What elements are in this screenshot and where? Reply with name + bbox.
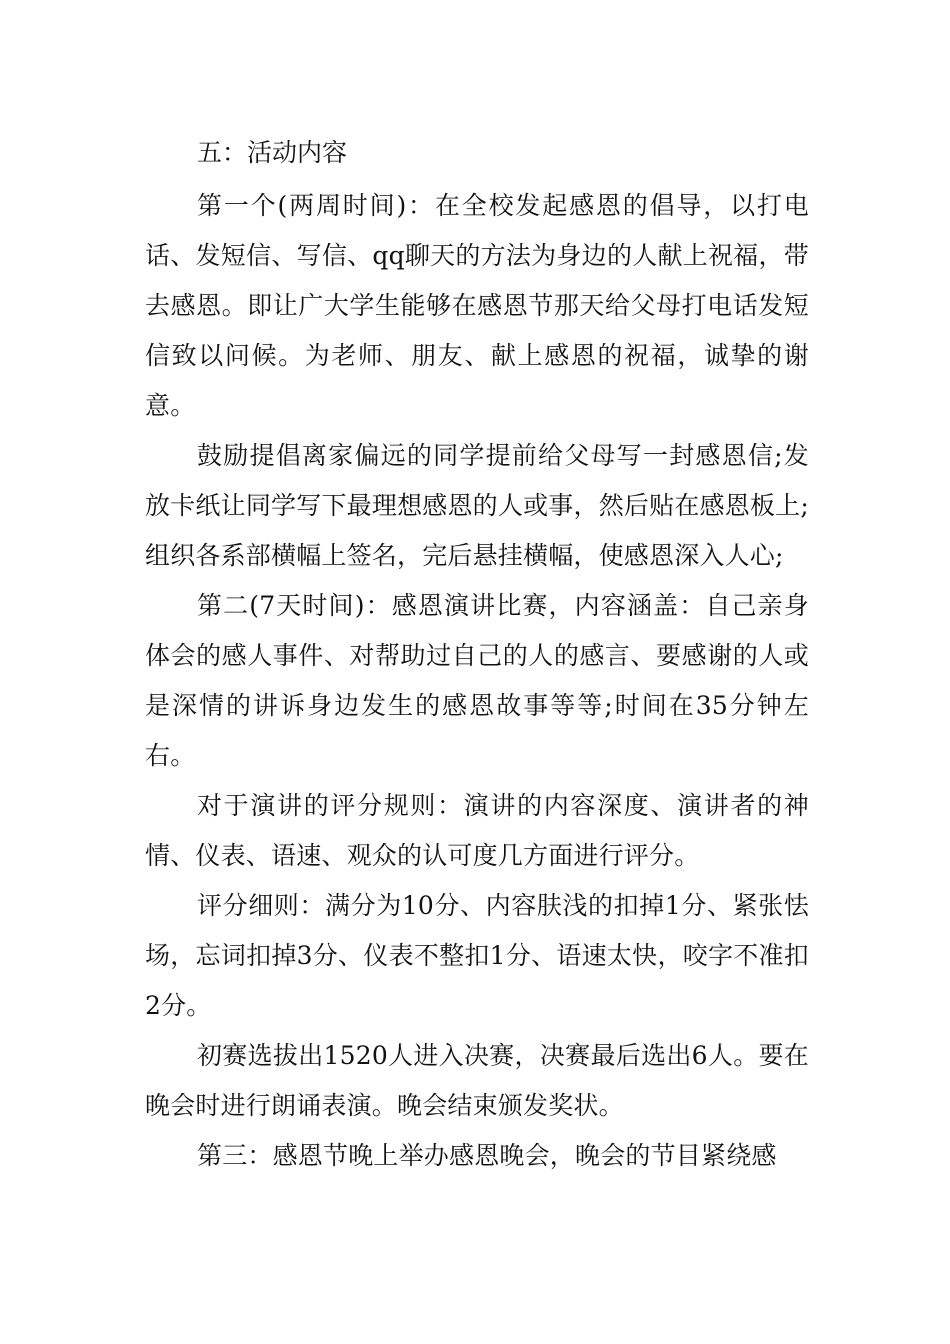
- paragraph-scoring-details: 评分细则：满分为10分、内容肤浅的扣掉1分、紧张怯场，忘词扣掉3分、仪表不整扣1分、语速太快，咬字不准扣2分。: [145, 891, 809, 1020]
- paragraph-encourage-letters: 鼓励提倡离家偏远的同学提前给父母写一封感恩信;发放卡纸让同学写下最理想感恩的人或事，然后贴在感恩板上;组织各系部横幅上签名，完后悬挂横幅，使感恩深入人心;: [145, 441, 809, 570]
- document-body: [145, 131, 809, 1181]
- paragraph-activity-one: 第一个(两周时间)：在全校发起感恩的倡导，以打电话、发短信、写信、qq聊天的方法为身边的人献上祝福，带去感恩。即让广大学生能够在感恩节那天给父母打电话发短信致以问候。为老师、朋友、献上感恩的祝福，诚挚的谢意。: [145, 191, 809, 420]
- paragraph-speech-contest: 第二(7天时间)：感恩演讲比赛，内容涵盖：自己亲身体会的感人事件、对帮助过自己的人的感言、要感谢的人或是深情的讲诉身边发生的感恩故事等等;时间在35分钟左右。: [145, 591, 809, 770]
- paragraph-preliminary-selection: 初赛选拔出1520人进入决赛，决赛最后选出6人。要在晚会时进行朗诵表演。晚会结束颁发奖状。: [145, 1041, 809, 1120]
- section-heading: 五：活动内容: [197, 138, 348, 167]
- paragraph-gala-evening: 第三：感恩节晚上举办感恩晚会，晚会的节目紧绕感: [197, 1141, 777, 1170]
- paragraph-scoring-rules: 对于演讲的评分规则：演讲的内容深度、演讲者的神情、仪表、语速、观众的认可度几方面进行评分。: [145, 791, 809, 870]
